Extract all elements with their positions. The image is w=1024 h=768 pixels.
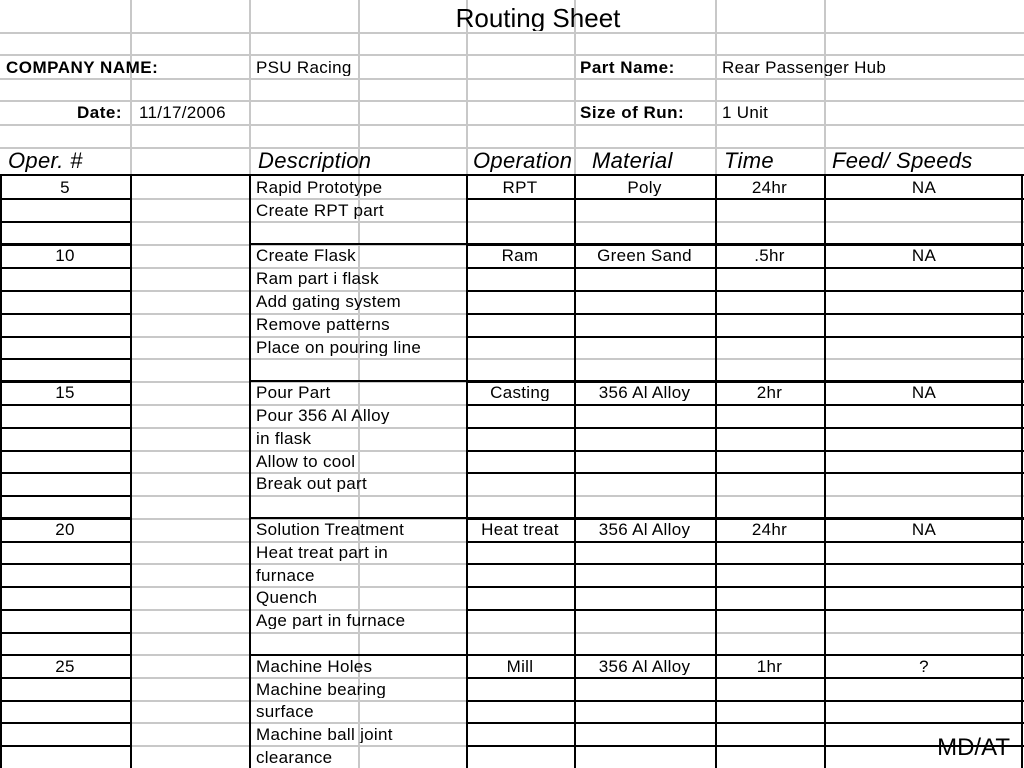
feed-speeds-cell[interactable]: NA <box>911 384 937 401</box>
size-of-run-value[interactable]: 1 Unit <box>722 104 769 121</box>
part-name-label: Part Name: <box>580 59 675 76</box>
oper-number-cell[interactable]: 20 <box>55 521 75 538</box>
header-oper-number: Oper. # <box>8 150 83 172</box>
header-material: Material <box>592 150 673 172</box>
operation-cell[interactable]: Casting <box>490 384 550 401</box>
material-cell[interactable]: 356 Al Alloy <box>598 384 691 401</box>
table-border-line <box>249 174 251 768</box>
description-cell[interactable]: Create RPT part <box>256 202 384 219</box>
grid-row-line <box>0 32 1024 34</box>
grid-row-line <box>0 78 1024 80</box>
feed-speeds-cell[interactable]: NA <box>911 521 937 538</box>
time-cell[interactable]: 24hr <box>751 179 788 196</box>
description-cell[interactable]: Rapid Prototype <box>256 179 383 196</box>
header-operation: Operation <box>473 150 573 172</box>
oper-number-cell[interactable]: 5 <box>60 179 70 196</box>
description-cell[interactable]: furnace <box>256 567 315 584</box>
operation-cell[interactable]: Mill <box>506 658 534 675</box>
operation-cell[interactable]: Heat treat <box>481 521 559 538</box>
material-cell[interactable]: 356 Al Alloy <box>598 521 691 538</box>
grid-row-line <box>0 358 1024 360</box>
description-cell[interactable]: Age part in furnace <box>256 612 406 629</box>
feed-speeds-cell[interactable]: ? <box>919 658 929 675</box>
oper-number-cell[interactable]: 10 <box>55 247 75 264</box>
description-cell[interactable]: Machine bearing <box>256 681 387 698</box>
description-cell[interactable]: Machine ball joint <box>256 726 393 743</box>
time-cell[interactable]: 1hr <box>756 658 783 675</box>
time-cell[interactable]: 24hr <box>751 521 788 538</box>
header-feed-speeds: Feed/ Speeds <box>832 150 973 172</box>
grid-row-line <box>0 100 1024 102</box>
company-name-value[interactable]: PSU Racing <box>256 59 352 76</box>
size-of-run-label: Size of Run: <box>580 104 685 121</box>
feed-speeds-cell[interactable]: NA <box>911 247 937 264</box>
description-cell[interactable]: Heat treat part in <box>256 544 389 561</box>
operation-cell[interactable]: Ram <box>501 247 539 264</box>
description-cell[interactable]: Remove patterns <box>256 316 390 333</box>
grid-row-line <box>0 632 1024 634</box>
description-cell[interactable]: Allow to cool <box>256 453 356 470</box>
grid-row-line <box>0 54 1024 56</box>
header-description: Description <box>258 150 372 172</box>
description-cell[interactable]: Place on pouring line <box>256 339 422 356</box>
description-cell[interactable]: Break out part <box>256 475 367 492</box>
time-cell[interactable]: 2hr <box>756 384 783 401</box>
grid-row-line <box>0 124 1024 126</box>
description-cell[interactable]: Machine Holes <box>256 658 373 675</box>
grid-row-line <box>0 147 1024 149</box>
description-cell[interactable]: clearance <box>256 749 333 766</box>
description-cell[interactable]: Add gating system <box>256 293 401 310</box>
description-cell[interactable]: Solution Treatment <box>256 521 405 538</box>
feed-speeds-cell[interactable]: NA <box>911 179 937 196</box>
sheet-title: Routing Sheet <box>455 5 621 31</box>
description-cell[interactable]: in flask <box>256 430 312 447</box>
time-cell[interactable]: .5hr <box>754 247 785 264</box>
part-name-value[interactable]: Rear Passenger Hub <box>722 59 887 76</box>
description-cell[interactable]: Pour 356 Al Alloy <box>256 407 390 424</box>
oper-number-cell[interactable]: 25 <box>55 658 75 675</box>
operation-cell[interactable]: RPT <box>502 179 538 196</box>
grid-row-line <box>0 495 1024 497</box>
date-label: Date: <box>76 104 122 121</box>
footer-initials: MD/AT <box>937 734 1010 761</box>
header-time: Time <box>724 150 774 172</box>
description-cell[interactable]: surface <box>256 703 314 720</box>
company-name-label: COMPANY NAME: <box>6 59 159 76</box>
oper-number-cell[interactable]: 15 <box>55 384 75 401</box>
material-cell[interactable]: Poly <box>627 179 662 196</box>
description-cell[interactable]: Ram part i flask <box>256 270 379 287</box>
description-cell[interactable]: Create Flask <box>256 247 356 264</box>
description-cell[interactable]: Quench <box>256 589 318 606</box>
description-cell[interactable]: Pour Part <box>256 384 331 401</box>
grid-row-line <box>0 221 1024 223</box>
material-cell[interactable]: Green Sand <box>597 247 692 264</box>
material-cell[interactable]: 356 Al Alloy <box>598 658 691 675</box>
date-value[interactable]: 11/17/2006 <box>139 104 226 121</box>
